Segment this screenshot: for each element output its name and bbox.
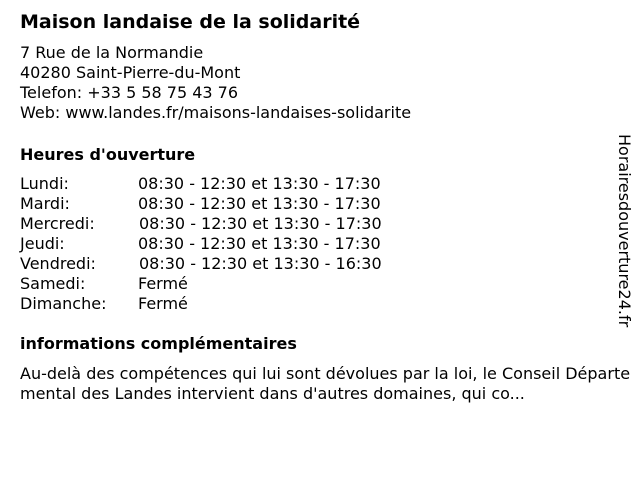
info-heading: informations complémentaires [20,334,297,353]
hours-day: Vendredi: [20,254,96,273]
hours-day: Jeudi: [20,234,65,253]
hours-time: 08:30 - 12:30 et 13:30 - 17:30 [138,234,381,253]
hours-day: Samedi: [20,274,86,293]
hours-time: 08:30 - 12:30 et 13:30 - 17:30 [138,174,381,193]
hours-time: Fermé [138,274,188,293]
hours-heading: Heures d'ouverture [20,145,196,164]
hours-time: 08:30 - 12:30 et 13:30 - 17:30 [138,194,381,213]
hours-time: 08:30 - 12:30 et 13:30 - 16:30 [139,254,382,273]
hours-time: 08:30 - 12:30 et 13:30 - 17:30 [139,214,382,233]
hours-day: Dimanche: [20,294,107,313]
page-title: Maison landaise de la solidarité [20,11,361,33]
website-link[interactable]: Web: www.landes.fr/maisons-landaises-solidarite [20,103,412,122]
info-description: Au-delà des compétences qui lui sont dévolues par la loi, le Conseil Départemental des Landes intervient dans d'autres domaines, qui co... [20,364,631,403]
city-postal-code: 40280 Saint-Pierre-du-Mont [20,63,241,82]
address-block [20,43,411,123]
hours-day: Mercredi: [20,214,95,233]
street-address: 7 Rue de la Normandie [20,43,204,62]
hours-time: Fermé [138,294,188,313]
hours-day: Lundi: [20,174,69,193]
hours-day: Mardi: [20,194,70,213]
phone-number: Telefon: +33 5 58 75 43 76 [20,83,239,102]
site-watermark: Horairesdouverture24.fr [615,134,634,328]
